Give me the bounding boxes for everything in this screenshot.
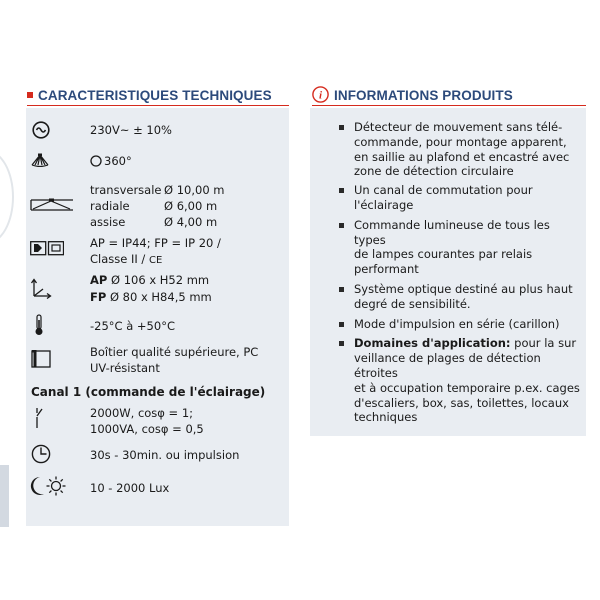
lux-range: 10 - 2000 Lux [90,481,170,495]
voltage-value: 230V~ ± 10% [90,123,172,137]
dimensions-ap: AP Ø 106 x H52 mm [90,273,210,287]
timer-range: 30s - 30min. ou impulsion [90,448,240,462]
dimensions-fp: FP Ø 80 x H84,5 mm [90,290,212,304]
list-item: Commande lumineuse de tous les types de lampes courantes par relais performant [338,218,580,277]
clock-icon [31,444,51,464]
range-transversal-value: Ø 10,00 m [164,183,225,197]
range-radial-label: radiale [90,199,130,213]
list-item: Détecteur de mouvement sans télé- commande, pour montage apparent, en saillie au plafond et encastré avec zone de détection circulaire [338,120,580,179]
switch-load-icon [33,407,45,429]
load-line-2: 1000VA, cosφ = 0,5 [90,422,204,436]
decorative-arc [0,150,14,244]
list-item: Système optique destiné au plus haut degré de sensibilité. [338,282,580,312]
tech-heading-rule [27,105,289,106]
info-list [338,120,580,425]
temperature-range: -25°C à +50°C [90,319,175,333]
list-item-application: Domaines d'application: pour la sur veillance de plages de détection étroites et à occupation temporaire p.ex. cages d'escaliers, box, sas, toilettes, locaux techniques [338,336,580,425]
range-seated-value: Ø 4,00 m [164,215,218,229]
detection-range-icon [30,197,74,213]
range-transversal-label: transversale [90,183,162,197]
circle-symbol-icon [90,155,102,167]
tech-panel [26,108,289,526]
moon-sun-icon [30,475,68,497]
info-heading-rule [312,105,586,106]
left-edge-bar [0,465,9,527]
range-radial-value: Ø 6,00 m [164,199,218,213]
detection-fan-icon [30,153,50,167]
protection-class-icon [30,241,64,256]
info-circle-icon [312,86,329,103]
svg-text:i: i [318,89,323,102]
thermometer-icon [34,314,44,336]
info-heading: INFORMATIONS PRODUITS [334,88,513,103]
protection-line-2: Classe II / CE [90,252,163,266]
ce-mark: CE [148,255,163,266]
dimensions-axes-icon [30,278,52,300]
housing-line-2: UV-résistant [90,361,160,375]
range-seated-label: assise [90,215,126,229]
list-item: Un canal de commutation pour l'éclairage [338,183,580,213]
protection-line-1: AP = IP44; FP = IP 20 / [90,236,221,250]
housing-line-1: Boîtier qualité supérieure, PC [90,345,259,359]
load-line-1: 2000W, cosφ = 1; [90,406,194,420]
ac-sine-icon [32,121,50,139]
housing-box-icon [31,350,51,368]
red-square-icon [27,92,33,98]
tech-heading: CARACTERISTIQUES TECHNIQUES [27,88,272,103]
list-item: Mode d'impulsion en série (carillon) [338,317,580,332]
channel-title: Canal 1 (commande de l'éclairage) [31,385,266,399]
detection-angle: 360° [104,154,132,168]
